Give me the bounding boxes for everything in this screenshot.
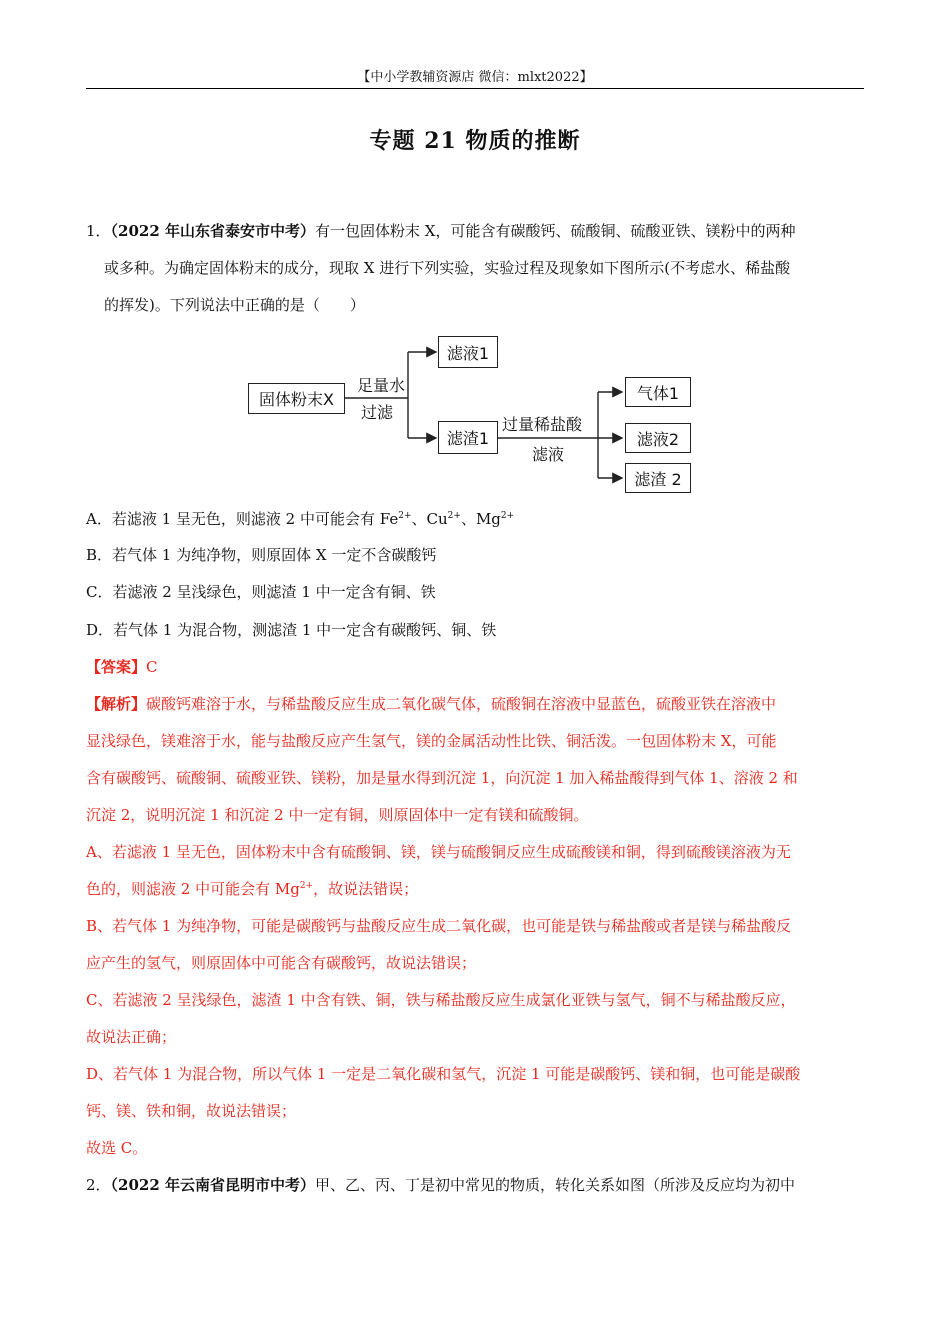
option-c: C．若滤液 2 呈浅绿色，则滤渣 1 中一定含有铜、铁	[86, 583, 436, 601]
experiment-flow-diagram	[248, 334, 698, 496]
option-a-text-2: 、Cu	[411, 510, 448, 528]
analysis-text-1: 碳酸钙难溶于水，与稀盐酸反应生成二氧化碳气体，硫酸铜在溶液中显蓝色，硫酸亚铁在溶液中	[146, 695, 777, 713]
answer-value: C	[146, 658, 158, 676]
analysis-line-4: 沉淀 2，说明沉淀 1 和沉淀 2 中一定有铜，则原固体中一定有镁和硫酸铜。	[86, 806, 589, 824]
option-a-sup-1: 2+	[398, 511, 412, 521]
box-gas-1: 气体1	[625, 377, 691, 407]
analysis-a-text-3: ，故说法错误；	[313, 880, 419, 898]
analysis-c-line-2: 故说法正确；	[86, 1028, 177, 1046]
question-2-text: 甲、乙、丙、丁是初中常见的物质，转化关系如图（所涉及反应均为初中	[315, 1176, 796, 1194]
analysis-b-line-1: B、若气体 1 为纯净物，可能是碳酸钙与盐酸反应生成二氧化碳，也可能是铁与稀盐酸或者是镁与稀盐酸反	[86, 917, 792, 935]
analysis-line-3: 含有碳酸钙、硫酸铜、硫酸亚铁、镁粉，加是量水得到沉淀 1，向沉淀 1 加入稀盐酸得到气体 1、溶液 2 和	[86, 769, 798, 787]
analysis-a-line-2	[86, 871, 864, 908]
box-filtrate-2: 滤液2	[625, 423, 691, 453]
label-excess-dilute-hcl: 过量稀盐酸	[502, 415, 583, 434]
option-a-text-3: 、Mg	[460, 510, 501, 528]
question-1-line-1	[86, 213, 864, 250]
box-solid-powder-x: 固体粉末X	[248, 383, 345, 414]
option-a-text: A．若滤液 1 呈无色，则滤液 2 中可能会有 Fe	[86, 510, 399, 528]
label-sufficient-water: 足量水	[357, 376, 406, 395]
question-1-line-2: 或多种。为确定固体粉末的成分，现取 X 进行下列实验，实验过程及现象如下图所示(不考虑水、稀盐酸	[104, 259, 791, 277]
question-2-source: （2022 年云南省昆明市中考）	[110, 1176, 316, 1194]
answer-label: 【答案】	[86, 658, 147, 676]
question-source: （2022 年山东省泰安市中考）	[110, 222, 316, 240]
page-title: 专题 21 物质的推断	[369, 128, 581, 154]
analysis-label: 【解析】	[86, 695, 147, 713]
analysis-c-line-1: C、若滤液 2 呈浅绿色，滤渣 1 中含有铁、铜，铁与稀盐酸反应生成氯化亚铁与氢气，铜不与稀盐酸反应，	[86, 991, 796, 1009]
question-text: 有一包固体粉末 X，可能含有碳酸钙、硫酸铜、硫酸亚铁、镁粉中的两种	[315, 222, 796, 240]
analysis-a-line-1: A、若滤液 1 呈无色，固体粉末中含有硫酸铜、镁，镁与硫酸铜反应生成硫酸镁和铜，得到硫酸镁溶液为无	[86, 843, 791, 861]
option-d: D．若气体 1 为混合物，测滤渣 1 中一定含有碳酸钙、铜、铁	[86, 621, 497, 639]
analysis-a-text-2: 色的，则滤液 2 中可能会有 Mg	[86, 880, 300, 898]
question-2-number: 2．	[86, 1176, 111, 1194]
box-residue-2: 滤渣 2	[625, 463, 691, 493]
box-filtrate-1: 滤液1	[438, 336, 498, 368]
analysis-line-2: 显浅绿色，镁难溶于水，能与盐酸反应产生氢气，镁的金属活动性比铁、铜活泼。一包固体粉末 X，可能	[86, 732, 777, 750]
page-header: 【中小学教辅资源店 微信：mlxt2022】	[357, 70, 593, 85]
option-b: B．若气体 1 为纯净物，则原固体 X 一定不含碳酸钙	[86, 546, 437, 564]
label-filter: 过滤	[361, 403, 394, 422]
analysis-d-line-2: 钙、镁、铁和铜，故说法错误；	[86, 1102, 297, 1120]
option-a-sup-3: 2+	[500, 511, 515, 521]
label-filtrate: 滤液	[532, 445, 565, 464]
analysis-line-1	[86, 686, 864, 723]
header-rule	[86, 88, 864, 89]
analysis-choose: 故选 C。	[86, 1139, 148, 1157]
answer-line	[86, 655, 864, 679]
option-a-sup-2: 2+	[447, 511, 461, 521]
box-residue-1: 滤渣1	[438, 421, 498, 454]
analysis-a-sup: 2+	[299, 881, 314, 891]
question-number: 1．	[86, 222, 111, 240]
option-a	[86, 507, 864, 531]
question-2-line-1	[86, 1167, 864, 1204]
analysis-b-line-2: 应产生的氢气，则原固体中可能含有碳酸钙，故说法错误；	[86, 954, 477, 972]
analysis-d-line-1: D、若气体 1 为混合物，所以气体 1 一定是二氧化碳和氢气，沉淀 1 可能是碳酸钙、镁和铜，也可能是碳酸	[86, 1065, 801, 1083]
question-1-line-3: 的挥发)。下列说法中正确的是（ ）	[104, 296, 365, 314]
